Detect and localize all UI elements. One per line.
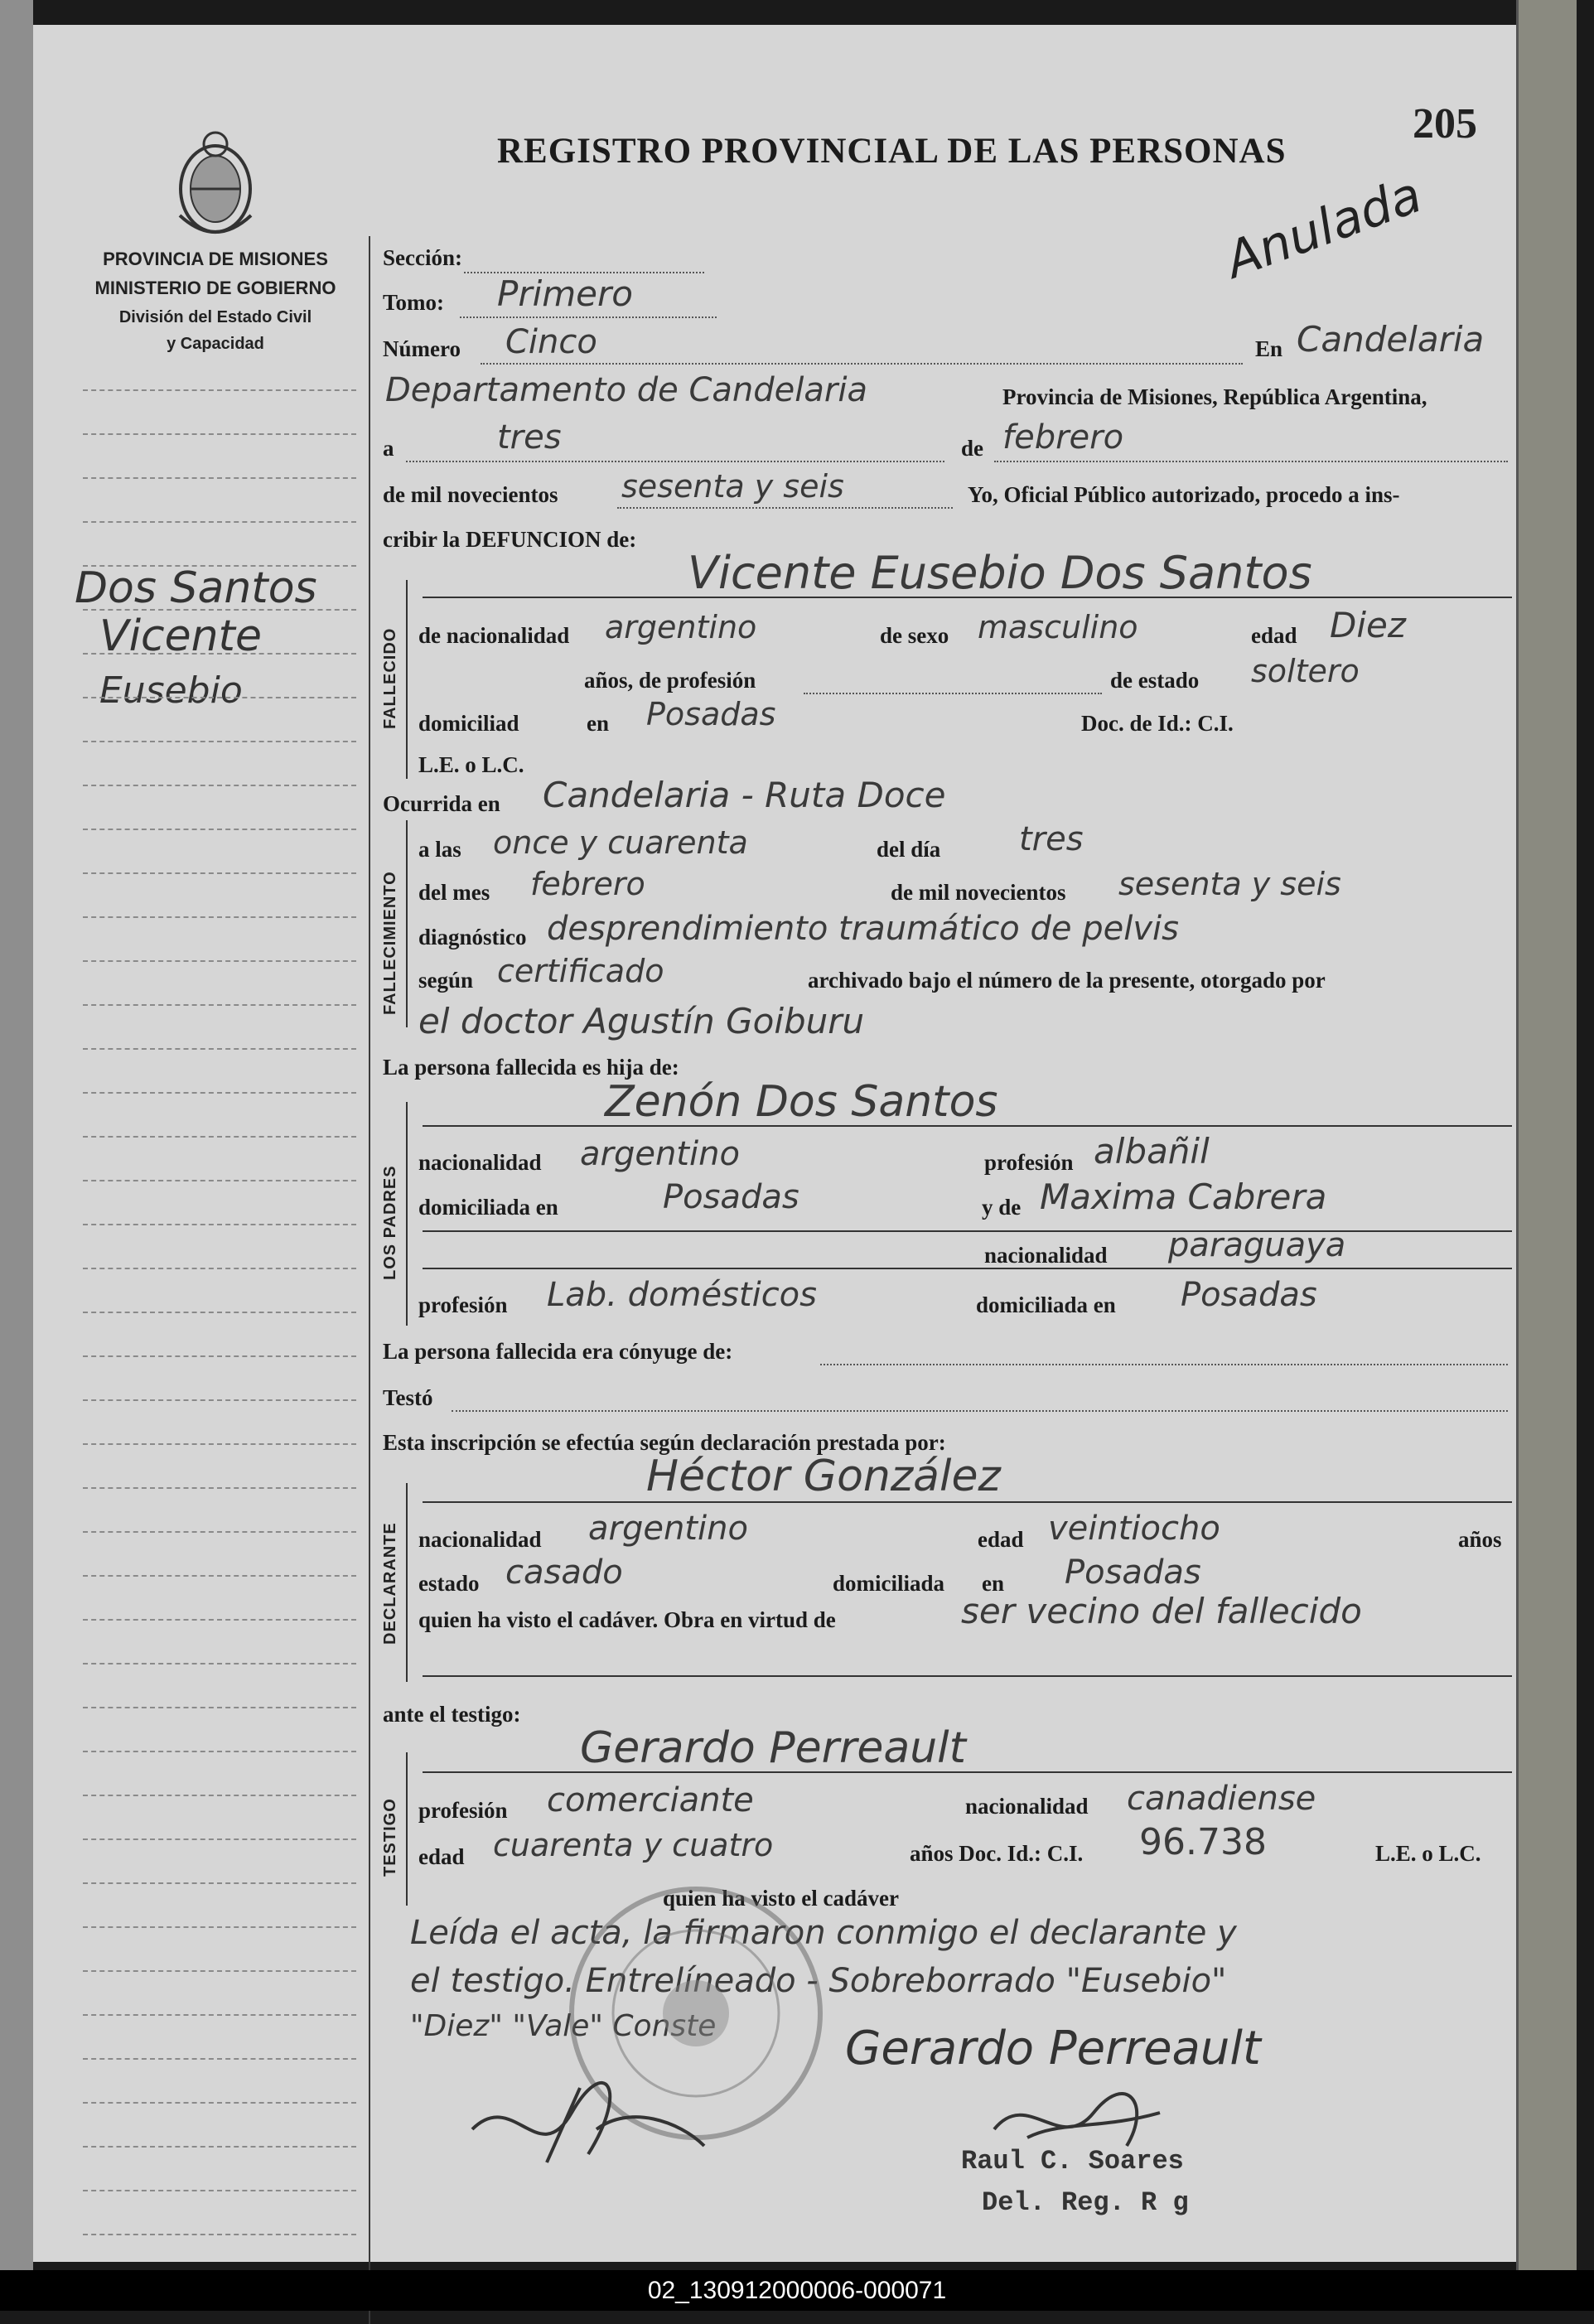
official-title: Del. Reg. R g (982, 2187, 1189, 2218)
label-profesion3: profesión (418, 1798, 508, 1823)
margin-middle-name: Eusebio (99, 669, 243, 712)
label-del-dia: del día (877, 837, 941, 862)
line-dia (406, 461, 944, 462)
margin-rule (83, 1751, 356, 1752)
margin-rule (83, 2190, 356, 2191)
bar-declarante (423, 1501, 1512, 1503)
margin-rule (83, 1268, 356, 1269)
value-edad: Diez (1330, 605, 1406, 645)
margin-rule (83, 1575, 356, 1577)
value-dia2: tres (1019, 820, 1084, 858)
margin-rule (83, 389, 356, 391)
margin-rule (83, 1136, 356, 1138)
label-en3: en (982, 1571, 1004, 1596)
division-name-2: y Capacidad (167, 335, 264, 353)
value-decl-dom: Posadas (1065, 1553, 1201, 1592)
margin-rule (83, 2146, 356, 2148)
value-domicilio: Posadas (646, 696, 776, 732)
label-nacionalidad2: nacionalidad (418, 1150, 542, 1175)
value-decl-estado: casado (505, 1553, 623, 1592)
margin-rule (83, 2014, 356, 2016)
official-signature-icon (978, 2080, 1168, 2154)
label-diagnostico: diagnóstico (418, 925, 527, 949)
value-testigo: Gerardo Perreault (580, 1723, 967, 1773)
label-tomo: Tomo: (383, 290, 445, 315)
margin-rule (83, 1180, 356, 1181)
label-del-mes: del mes (418, 880, 490, 905)
margin-rule (83, 960, 356, 962)
label-seccion: Sección: (383, 245, 462, 270)
label-a: a (383, 436, 394, 461)
label-en: En (1255, 336, 1283, 361)
witness-signature: Gerardo Perreault (845, 2022, 1261, 2075)
value-padre-nac: argentino (580, 1135, 740, 1173)
image-id-footer: 02_130912000006-000071 (0, 2270, 1594, 2311)
margin-rule (83, 872, 356, 874)
value-numero: Cinco (505, 323, 597, 361)
label-nacionalidad: de nacionalidad (418, 623, 570, 648)
margin-rule (83, 1619, 356, 1621)
margin-rule (83, 653, 356, 655)
margin-rule (83, 1663, 356, 1664)
value-padre-prof: albañil (1094, 1131, 1210, 1172)
value-dia: tres (497, 418, 562, 457)
value-test-edad: cuarenta y cuatro (493, 1827, 774, 1863)
declarant-signature-icon (464, 2055, 712, 2179)
value-test-ci: 96.738 (1139, 1821, 1267, 1863)
coat-of-arms-icon (170, 124, 261, 240)
margin-surname: Dos Santos (75, 563, 317, 613)
label-domiciliada-en: domiciliada en (418, 1195, 558, 1220)
margin-rule (83, 1531, 356, 1533)
value-ocurrida: Candelaria - Ruta Doce (543, 775, 946, 815)
label-yo: Yo, Oficial Público autorizado, procedo a ins- (968, 482, 1400, 507)
margin-rule (83, 1092, 356, 1094)
value-en: Candelaria (1297, 319, 1485, 360)
note-line3: "Diez" "Vale" Conste (410, 2009, 717, 2043)
margin-first-name: Vicente (99, 611, 262, 661)
ministry-name: MINISTERIO DE GOBIERNO (94, 278, 336, 298)
label-anos-prof: años, de profesión (584, 668, 756, 693)
bar-padre (423, 1125, 1512, 1127)
label-de-mil2: de mil novecientos (891, 880, 1066, 905)
section-padres: LOS PADRES (381, 1165, 399, 1280)
annulment-note: Anulada (1218, 166, 1429, 290)
official-name: Raul C. Soares (961, 2146, 1184, 2177)
label-domiciliado: domiciliad (418, 711, 519, 736)
section-line-fallecimiento (406, 820, 408, 1027)
section-line-fallecido (406, 580, 408, 779)
margin-rule (83, 521, 356, 523)
value-anio: sesenta y seis (621, 468, 844, 505)
value-test-prof: comerciante (547, 1781, 754, 1819)
margin-rule (83, 1707, 356, 1708)
label-edad3: edad (418, 1844, 465, 1869)
bar-madre-nac (423, 1268, 1512, 1269)
label-inscripcion: Esta inscripción se efectúa según declaración prestada por: (383, 1430, 946, 1455)
book-spine (1516, 0, 1577, 2270)
label-numero: Número (383, 336, 461, 361)
division-name: División del Estado Civil (118, 308, 312, 326)
label-estado2: estado (418, 1571, 480, 1596)
margin-rule (83, 1004, 356, 1006)
margin-rule (83, 1443, 356, 1445)
margin-divider (369, 236, 370, 2324)
value-tomo: Primero (497, 273, 633, 314)
section-fallecido: FALLECIDO (381, 627, 399, 729)
section-declarante: DECLARANTE (381, 1522, 399, 1645)
margin-rule (83, 2058, 356, 2060)
margin-rule (83, 609, 356, 611)
value-departamento: Departamento de Candelaria (385, 371, 867, 409)
section-line-declarante (406, 1483, 408, 1682)
margin-rule (83, 433, 356, 435)
line-numero (481, 363, 1243, 365)
label-ocurrida: Ocurrida en (383, 791, 500, 816)
label-domiciliada3: domiciliada (833, 1571, 945, 1596)
label-edad: edad (1251, 623, 1297, 648)
margin-rule (83, 1838, 356, 1840)
value-mes2: febrero (530, 866, 645, 902)
label-archivado: archivado bajo el número de la presente, otorgado por (808, 968, 1326, 993)
value-madre-prof: Lab. domésticos (547, 1276, 817, 1314)
value-padre: Zenón Dos Santos (605, 1077, 998, 1127)
margin-rule (83, 1970, 356, 1972)
province-name: PROVINCIA DE MISIONES (103, 249, 328, 269)
label-edad2: edad (978, 1527, 1024, 1552)
value-test-nac: canadiense (1127, 1780, 1316, 1818)
label-quien-visto: quien ha visto el cadáver. Obra en virtud de (418, 1607, 836, 1632)
label-profesion2: profesión (418, 1292, 508, 1317)
value-decl-virtud: ser vecino del fallecido (961, 1591, 1362, 1631)
value-diagnostico: desprendimiento traumático de pelvis (547, 910, 1179, 948)
margin-rule (83, 829, 356, 830)
margin-rule (83, 1795, 356, 1796)
margin-rule (83, 2102, 356, 2104)
label-sexo: de sexo (880, 623, 949, 648)
label-de-mil: de mil novecientos (383, 482, 558, 507)
bar-testigo (423, 1771, 1512, 1773)
bar-name (423, 597, 1512, 598)
label-domiciliada-en2: domiciliada en (976, 1292, 1116, 1317)
value-decl-edad: veintiocho (1048, 1510, 1220, 1548)
line-conyuge (820, 1364, 1508, 1365)
margin-rule (83, 785, 356, 786)
label-a-las: a las (418, 837, 461, 862)
margin-rule (83, 1048, 356, 1050)
value-madre-nac: paraguaya (1168, 1226, 1346, 1264)
line-anio (617, 507, 953, 509)
margin-rule (83, 2234, 356, 2235)
label-nacionalidad4: nacionalidad (418, 1527, 542, 1552)
label-estado: de estado (1110, 668, 1200, 693)
label-le-lc: L.E. o L.C. (418, 752, 524, 777)
label-anos: años (1458, 1527, 1502, 1552)
value-segun: certificado (497, 953, 664, 989)
margin-rule (83, 565, 356, 567)
value-madre: Maxima Cabrera (1040, 1176, 1327, 1217)
value-decl-nac: argentino (588, 1510, 748, 1548)
label-nacionalidad5: nacionalidad (965, 1794, 1089, 1819)
line-tomo (460, 316, 717, 318)
note-line1: Leída el acta, la firmaron conmigo el declarante y (410, 1914, 1237, 1952)
label-nacionalidad3: nacionalidad (984, 1243, 1108, 1268)
label-de: de (961, 436, 983, 461)
margin-rule (83, 477, 356, 479)
line-mes (994, 461, 1508, 462)
document-title: REGISTRO PROVINCIAL DE LAS PERSONAS (497, 132, 1287, 171)
section-testigo: TESTIGO (381, 1798, 399, 1877)
label-le-lc2: L.E. o L.C. (1375, 1841, 1481, 1866)
margin-rule (83, 1926, 356, 1928)
margin-rule (83, 1399, 356, 1401)
value-mes: febrero (1002, 418, 1124, 457)
section-fallecimiento: FALLECIMIENTO (381, 871, 399, 1015)
value-nacionalidad: argentino (605, 609, 757, 645)
margin-rule (83, 1312, 356, 1313)
label-provincia: Provincia de Misiones, República Argentina, (1002, 384, 1427, 409)
value-madre-dom: Posadas (1181, 1276, 1317, 1314)
label-profesion: profesión (984, 1150, 1074, 1175)
bar-madre (423, 1230, 1512, 1232)
bar-decl-end (423, 1675, 1512, 1677)
margin-rule (83, 1882, 356, 1884)
value-anio2: sesenta y seis (1118, 866, 1341, 902)
line-prof (804, 693, 1102, 694)
margin-rule (83, 1355, 356, 1357)
value-sexo: masculino (978, 609, 1138, 645)
value-padre-dom: Posadas (663, 1178, 799, 1216)
page-number: 205 (1413, 100, 1477, 147)
label-segun: según (418, 968, 474, 993)
value-doctor: el doctor Agustín Goiburu (418, 1001, 865, 1041)
margin-rule (83, 741, 356, 742)
label-doc-id: Doc. de Id.: C.I. (1081, 711, 1234, 736)
margin-rule (83, 1224, 356, 1225)
label-quien-visto2: quien ha visto el cadáver (663, 1886, 900, 1911)
section-line-padres (406, 1102, 408, 1326)
value-declarante: Héctor González (646, 1452, 1001, 1501)
label-testo: Testó (383, 1385, 433, 1410)
line-testo (452, 1410, 1508, 1412)
margin-rule (83, 697, 356, 698)
margin-rule (83, 1487, 356, 1489)
value-hora: once y cuarenta (493, 824, 748, 861)
value-estado: soltero (1251, 653, 1360, 689)
label-hija-de: La persona fallecida es hija de: (383, 1055, 679, 1080)
note-line2: el testigo. Entrelíneado - Sobreborrado "Eusebio" (410, 1962, 1227, 2000)
label-anos-doc: años Doc. Id.: C.I. (910, 1841, 1084, 1866)
label-cribir: cribir la DEFUNCION de: (383, 527, 637, 552)
label-conyuge: La persona fallecida era cónyuge de: (383, 1339, 733, 1364)
deceased-name: Vicente Eusebio Dos Santos (688, 547, 1312, 599)
label-y-de: y de (982, 1195, 1022, 1220)
binding-left-edge (0, 0, 33, 2270)
margin-rule (83, 916, 356, 918)
label-ante-testigo: ante el testigo: (383, 1702, 521, 1727)
section-line-testigo (406, 1752, 408, 1906)
label-en2: en (587, 711, 609, 736)
